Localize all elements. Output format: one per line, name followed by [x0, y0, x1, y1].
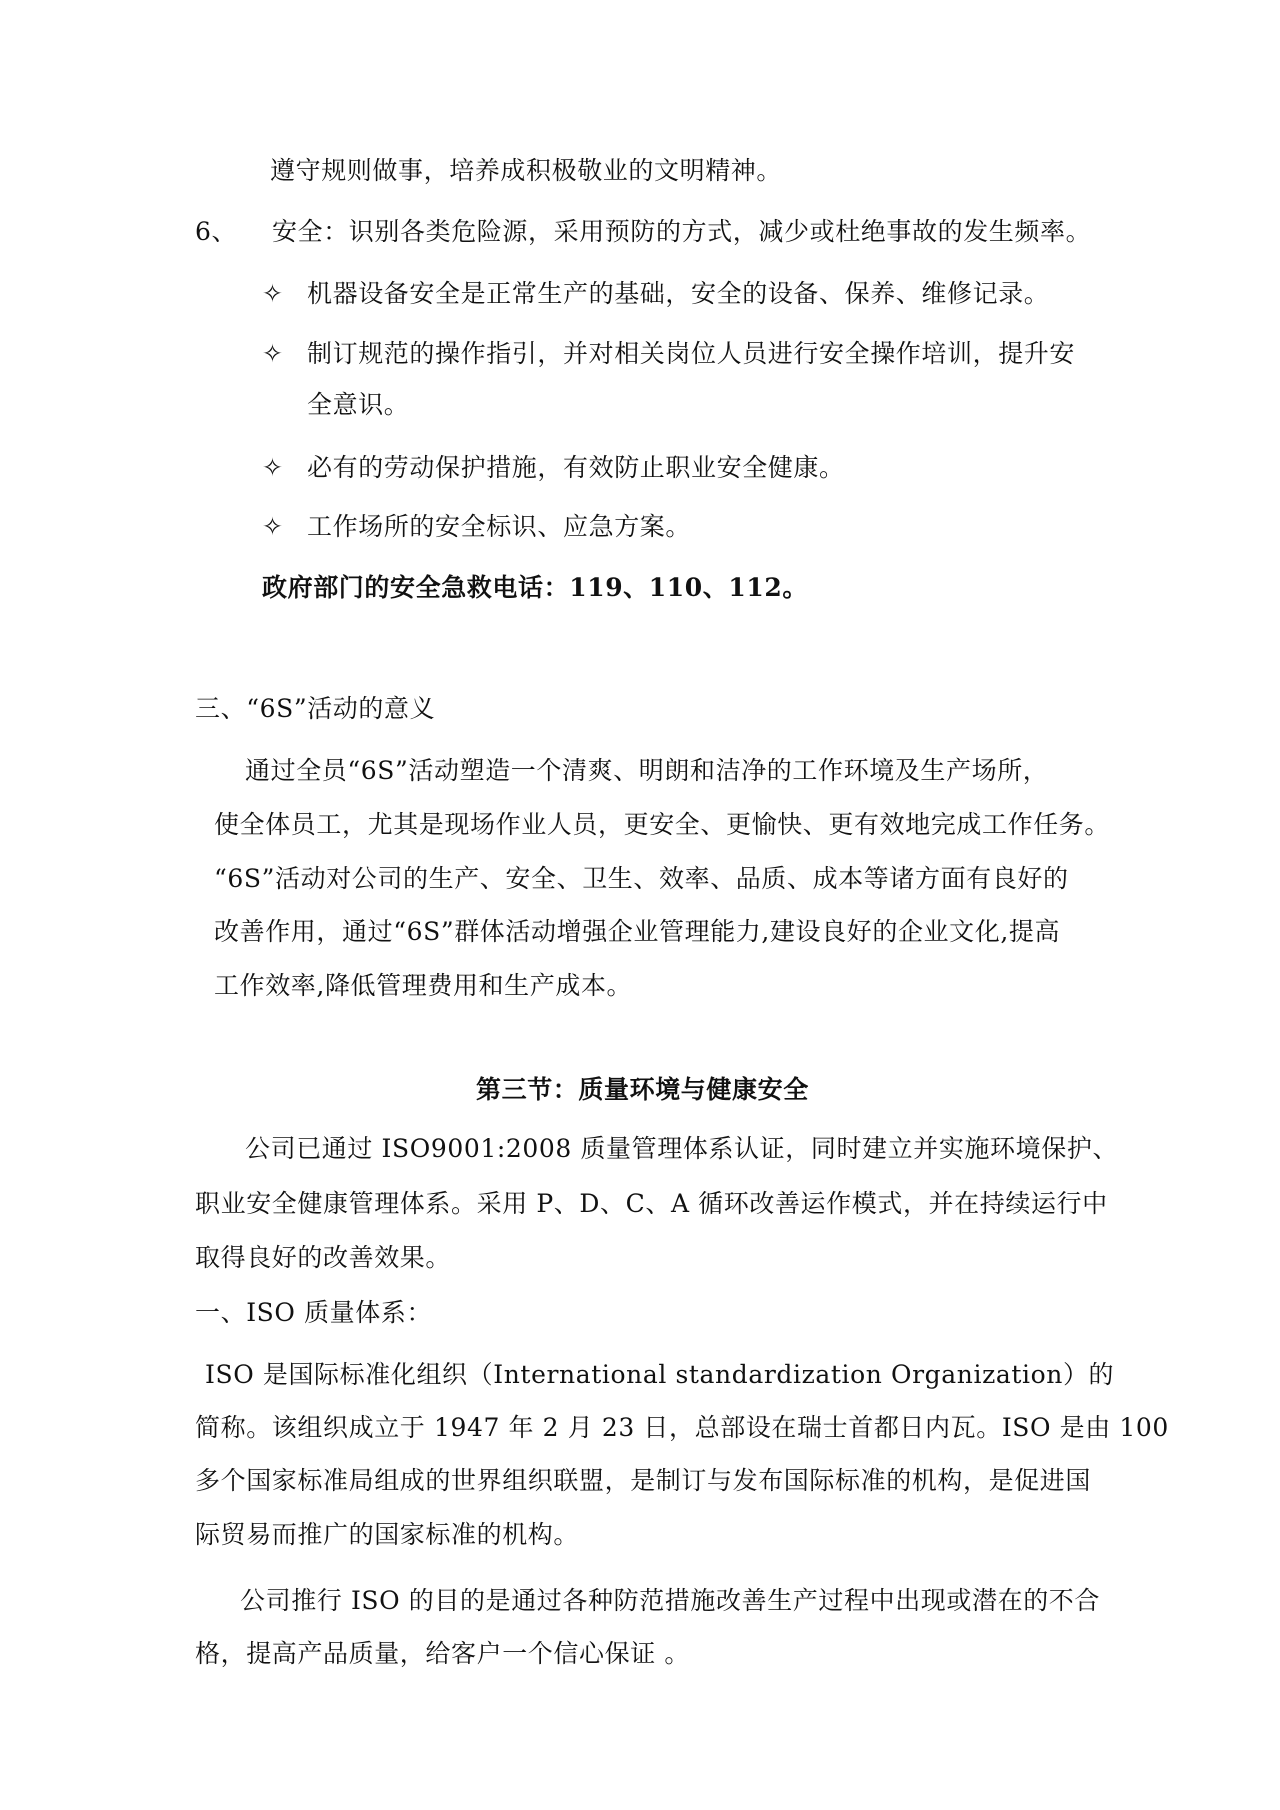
continuation-line: 遵守规则做事，培养成积极敬业的文明精神。 [270, 156, 783, 185]
item-6-number: 6、 [195, 217, 238, 246]
bullet-star-icon: ✧ [262, 512, 283, 541]
bullet-star-icon: ✧ [262, 453, 283, 482]
significance-line: “6S”活动对公司的生产、安全、卫生、效率、品质、成本等诸方面有良好的 [214, 864, 1069, 893]
significance-heading: 三、“6S”活动的意义 [195, 694, 436, 723]
iso-desc-line: ISO 是国际标准化组织（International standardization Organization）的 [205, 1360, 1115, 1389]
iso-purpose-line: 格，提高产品质量，给客户一个信心保证 。 [195, 1639, 690, 1668]
iso-desc-line: 多个国家标准局组成的世界组织联盟，是制订与发布国际标准的机构，是促进国 [195, 1466, 1092, 1495]
significance-line: 改善作用，通过“6S”群体活动增强企业管理能力,建设良好的企业文化,提高 [214, 917, 1061, 946]
significance-line: 使全体员工，尤其是现场作业人员，更安全、更愉快、更有效地完成工作任务。 [214, 810, 1111, 839]
significance-line: 工作效率,降低管理费用和生产成本。 [214, 971, 633, 1000]
bullet-item: 机器设备安全是正常生产的基础，安全的设备、保养、维修记录。 [307, 279, 1050, 308]
section-title: 第三节：质量环境与健康安全 [476, 1075, 809, 1104]
iso-desc-line: 际贸易而推广的国家标准的机构。 [195, 1520, 580, 1549]
intro-line: 取得良好的改善效果。 [195, 1243, 452, 1272]
iso-purpose-line: 公司推行 ISO 的目的是通过各种防范措施改善生产过程中出现或潜在的不合 [240, 1586, 1100, 1615]
intro-line: 公司已通过 ISO9001:2008 质量管理体系认证，同时建立并实施环境保护、 [245, 1134, 1119, 1163]
iso-heading: 一、ISO 质量体系： [195, 1298, 433, 1327]
iso-desc-line: 简称。该组织成立于 1947 年 2 月 23 日，总部设在瑞士首都日内瓦。ISO 是由 100 [195, 1413, 1169, 1442]
bullet-item: 工作场所的安全标识、应急方案。 [307, 512, 692, 541]
bullet-star-icon: ✧ [262, 339, 283, 368]
emergency-phones: 政府部门的安全急救电话：119、110、112。 [262, 573, 808, 602]
intro-line: 职业安全健康管理体系。采用 P、D、C、A 循环改善运作模式，并在持续运行中 [195, 1189, 1108, 1218]
significance-line: 通过全员“6S”活动塑造一个清爽、明朗和洁净的工作环境及生产场所， [245, 756, 1049, 785]
bullet-item-continuation: 全意识。 [307, 390, 410, 419]
item-6-safety-text: 安全：识别各类危险源，采用预防的方式，减少或杜绝事故的发生频率。 [272, 217, 1092, 246]
bullet-item: 制订规范的操作指引，并对相关岗位人员进行安全操作培训，提升安 [307, 339, 1076, 368]
bullet-item: 必有的劳动保护措施，有效防止职业安全健康。 [307, 453, 845, 482]
bullet-star-icon: ✧ [262, 279, 283, 308]
